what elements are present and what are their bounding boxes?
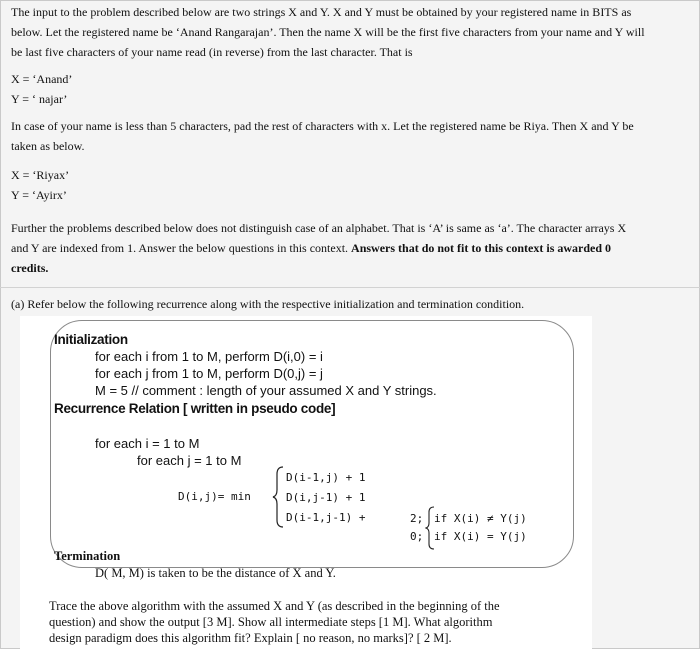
- algorithm-panel: [20, 316, 592, 649]
- intro-line-1: The input to the problem described below are two strings X and Y. X and Y must be obtained by your registered name in BITS as: [11, 5, 632, 19]
- recurrence-heading: Recurrence Relation [ written in pseudo code]: [54, 401, 336, 416]
- condition-2: if X(i) = Y(j): [434, 530, 527, 543]
- example1-y: Y = ‘ najar’: [11, 92, 68, 106]
- case-3: D(i-1,j-1) +: [286, 511, 366, 524]
- loop-i: for each i = 1 to M: [95, 436, 200, 451]
- example2-x: X = ‘Riyax’: [11, 168, 70, 182]
- intro-line-3: be last five characters of your name read (in reverse) from the last character. That is: [11, 45, 413, 59]
- termination-heading: Termination: [54, 549, 121, 563]
- termination-text: D( M, M) is taken to be the distance of X and Y.: [95, 566, 336, 580]
- case-1: D(i-1,j) + 1: [286, 471, 366, 484]
- example2-y: Y = ‘Ayirx’: [11, 188, 67, 202]
- init-line-2: for each j from 1 to M, perform D(0,j) = j: [95, 366, 323, 381]
- case-2: D(i,j-1) + 1: [286, 491, 366, 504]
- padding-line-1: In case of your name is less than 5 characters, pad the rest of characters with x. Let the registered name be Riya. Then X and Y be: [11, 119, 634, 133]
- further-line-2: [11, 238, 611, 258]
- part-a-heading: (a) Refer below the following recurrence along with the respective initialization and termination condition.: [11, 297, 525, 311]
- left-brace-icon: [272, 466, 284, 528]
- further-credits: credits.: [11, 261, 49, 275]
- init-line-3: M = 5 // comment : length of your assumed X and Y strings.: [95, 383, 437, 398]
- trace-line-2: question) and show the output [3 M]. Show all intermediate steps [1 M]. What algorithm: [49, 615, 493, 629]
- padding-line-2: taken as below.: [11, 139, 85, 153]
- condition-1: if X(i) ≠ Y(j): [434, 512, 527, 525]
- init-heading: Initialization: [54, 332, 128, 347]
- loop-j: for each j = 1 to M: [137, 453, 242, 468]
- further-line-2-bold: Answers that do not fit to this context is awarded 0: [351, 241, 612, 255]
- section-divider: [0, 287, 700, 288]
- init-line-1: for each i from 1 to M, perform D(i,0) = i: [95, 349, 323, 364]
- cost-1: 2;: [410, 512, 424, 525]
- further-line-1: Further the problems described below does not distinguish case of an alphabet. That is ‘A’ is same as ‘a’. The character arrays X: [11, 221, 627, 235]
- cost-2: 0;: [410, 530, 424, 543]
- recurrence-lhs: D(i,j)= min: [178, 490, 251, 503]
- trace-line-3: design paradigm does this algorithm fit? Explain [ no reason, no marks]? [ 2 M].: [49, 631, 452, 645]
- further-line-2-a: and Y are indexed from 1. Answer the below questions in this context.: [11, 241, 349, 255]
- example1-x: X = ‘Anand’: [11, 72, 73, 86]
- intro-line-2: below. Let the registered name be ‘Anand Rangarajan’. Then the name X will be the first five characters from your name and Y will: [11, 25, 645, 39]
- trace-line-1: Trace the above algorithm with the assumed X and Y (as described in the beginning of the: [49, 599, 500, 613]
- further-line-3: [11, 258, 48, 278]
